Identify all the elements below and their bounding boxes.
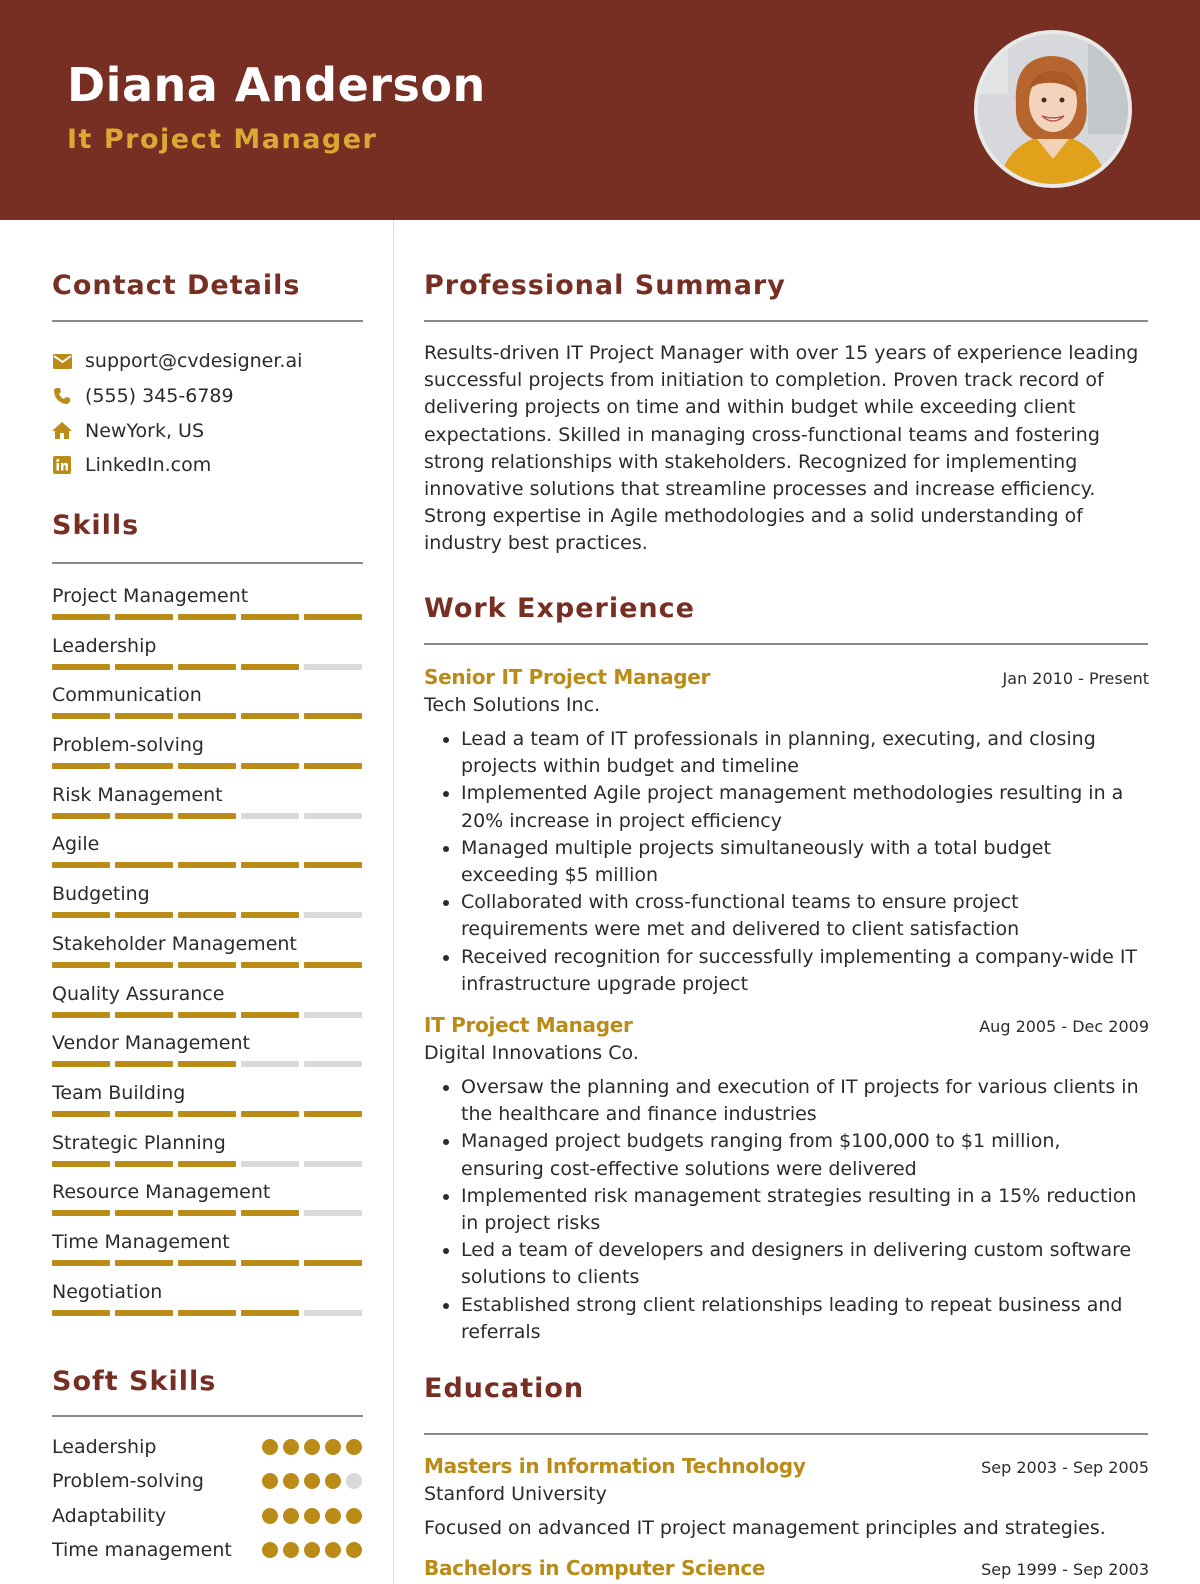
linkedin-icon (52, 455, 72, 475)
skill-level-segment (304, 763, 362, 769)
job-entry-2 (424, 1013, 1149, 1346)
skill-level-segment (178, 614, 236, 620)
skill-level-segment (115, 1161, 173, 1167)
skill-level-segment (304, 664, 362, 670)
skill-level-segment (241, 713, 299, 719)
soft-skills-heading: Soft Skills (52, 1366, 217, 1397)
skill-level-segment (178, 763, 236, 769)
soft-skill-item (52, 1503, 362, 1537)
contact-linkedin[interactable] (52, 448, 372, 483)
skill-level-segment (178, 713, 236, 719)
rating-dot (283, 1508, 299, 1524)
rating-dot (346, 1439, 362, 1455)
rating-dot (325, 1439, 341, 1455)
rating-dot (346, 1542, 362, 1558)
job-bullet: • Established strong client relationships leading to repeat business and referrals (461, 1292, 1149, 1346)
job-bullet: • Implemented Agile project management methodologies resulting in a 20% increase in project efficiency (461, 780, 1149, 834)
skill-level-bar (52, 763, 362, 769)
skills-list (52, 582, 362, 1327)
contact-linkedin-text: LinkedIn.com (85, 454, 212, 477)
skill-level-segment (115, 962, 173, 968)
job-title: IT Project Manager (424, 1013, 633, 1037)
job-company: Digital Innovations Co. (424, 1042, 639, 1064)
skill-level-segment (241, 962, 299, 968)
envelope-icon (52, 351, 72, 371)
rating-dot (283, 1542, 299, 1558)
skill-level-bar (52, 1210, 362, 1216)
rating-dot (346, 1508, 362, 1524)
skill-item (52, 830, 362, 880)
skill-level-bar (52, 1061, 362, 1067)
summary-heading-rule (424, 320, 1148, 322)
skill-level-segment (115, 1210, 173, 1216)
skill-level-segment (115, 664, 173, 670)
degree-title: Bachelors in Computer Science (424, 1556, 766, 1580)
skill-name: Communication (52, 684, 202, 707)
skill-level-segment (52, 1210, 110, 1216)
rating-dot (325, 1542, 341, 1558)
soft-skill-name: Adaptability (52, 1504, 167, 1527)
skill-level-segment (304, 1260, 362, 1266)
skill-level-segment (52, 862, 110, 868)
school-name: Stanford University (424, 1483, 607, 1505)
skill-name: Leadership (52, 634, 157, 657)
skill-level-segment (241, 1161, 299, 1167)
skill-item (52, 1278, 362, 1328)
experience-heading: Work Experience (424, 593, 695, 624)
rating-dot (262, 1508, 278, 1524)
skill-level-segment (178, 1111, 236, 1117)
skill-level-bar (52, 1111, 362, 1117)
candidate-title: It Project Manager (67, 124, 378, 155)
column-divider (393, 220, 394, 1584)
education-description: Focused on advanced IT project management principles and strategies. (424, 1517, 1106, 1539)
job-bullets (424, 726, 1149, 998)
job-title: Senior IT Project Manager (424, 665, 711, 689)
skill-item (52, 681, 362, 731)
skill-level-bar (52, 862, 362, 868)
skill-level-segment (304, 1210, 362, 1216)
skill-name: Risk Management (52, 783, 223, 806)
skill-level-segment (304, 862, 362, 868)
skill-level-segment (241, 1061, 299, 1067)
skill-level-segment (115, 912, 173, 918)
skill-item (52, 880, 362, 930)
skill-level-segment (178, 862, 236, 868)
profile-photo (974, 30, 1132, 188)
skill-level-segment (241, 813, 299, 819)
job-bullet: • Oversaw the planning and execution of IT projects for various clients in the healthcare and finance industries (461, 1074, 1149, 1128)
rating-dot (262, 1542, 278, 1558)
skill-level-segment (241, 1111, 299, 1117)
skill-level-segment (304, 813, 362, 819)
skill-level-segment (304, 1111, 362, 1117)
skill-name: Negotiation (52, 1280, 163, 1303)
skill-level-segment (52, 1012, 110, 1018)
job-entry-1 (424, 665, 1149, 998)
job-bullet: • Managed project budgets ranging from $100,000 to $1 million, ensuring cost-effective solutions were delivered (461, 1128, 1149, 1182)
skill-level-segment (178, 912, 236, 918)
skill-name: Team Building (52, 1081, 186, 1104)
rating-dot (304, 1439, 320, 1455)
skill-name: Strategic Planning (52, 1131, 226, 1154)
skill-item (52, 930, 362, 980)
skill-level-segment (115, 1012, 173, 1018)
contact-location (52, 413, 372, 448)
skill-item (52, 1029, 362, 1079)
rating-dot (262, 1473, 278, 1489)
skill-level-segment (178, 1161, 236, 1167)
summary-heading: Professional Summary (424, 270, 786, 301)
soft-skill-name: Time management (52, 1538, 232, 1561)
skill-level-segment (304, 713, 362, 719)
education-entry-1 (424, 1454, 1149, 1542)
soft-skill-item (52, 1434, 362, 1468)
skill-level-bar (52, 1012, 362, 1018)
skill-level-segment (52, 713, 110, 719)
skill-level-segment (52, 813, 110, 819)
home-icon (52, 421, 72, 441)
skill-level-segment (52, 1260, 110, 1266)
soft-skill-rating (262, 1542, 362, 1558)
skill-level-segment (115, 1111, 173, 1117)
skill-level-bar (52, 813, 362, 819)
soft-skill-rating (262, 1473, 362, 1489)
job-dates: Jan 2010 - Present (1002, 669, 1149, 688)
skills-heading: Skills (52, 510, 140, 541)
soft-skill-name: Problem-solving (52, 1470, 204, 1493)
contact-heading: Contact Details (52, 270, 301, 301)
skill-level-segment (115, 713, 173, 719)
skills-heading-rule (52, 562, 363, 564)
skill-item (52, 1228, 362, 1278)
soft-skill-item (52, 1468, 362, 1502)
skill-level-segment (115, 1061, 173, 1067)
skill-level-segment (52, 763, 110, 769)
skill-item (52, 632, 362, 682)
skill-level-segment (304, 1061, 362, 1067)
skill-level-segment (52, 614, 110, 620)
contact-phone-text: (555) 345-6789 (85, 385, 234, 408)
skill-level-segment (304, 614, 362, 620)
skill-level-segment (241, 1210, 299, 1216)
skill-name: Quality Assurance (52, 982, 225, 1005)
education-heading-rule (424, 1433, 1148, 1435)
rating-dot (325, 1473, 341, 1489)
skill-name: Time Management (52, 1230, 230, 1253)
skill-level-segment (241, 1012, 299, 1018)
contact-list (52, 344, 372, 483)
skill-level-bar (52, 1310, 362, 1316)
skill-name: Agile (52, 833, 100, 856)
skill-item (52, 980, 362, 1030)
skill-level-segment (115, 763, 173, 769)
soft-skill-rating (262, 1508, 362, 1524)
education-dates: Sep 2003 - Sep 2005 (981, 1458, 1149, 1477)
skill-level-segment (241, 763, 299, 769)
skill-level-bar (52, 664, 362, 670)
skill-level-bar (52, 912, 362, 918)
rating-dot (325, 1508, 341, 1524)
skill-level-segment (178, 1012, 236, 1018)
skill-level-segment (115, 862, 173, 868)
skill-level-segment (304, 912, 362, 918)
skill-level-segment (115, 813, 173, 819)
skill-level-segment (178, 1260, 236, 1266)
skill-level-segment (115, 1310, 173, 1316)
summary-text: Results-driven IT Project Manager with over 15 years of experience leading successful projects from initiation to completion. Proven track record of delivering projects on time and within budget while exceeding client expectations. Skilled in managing cross-functional teams and fostering strong relationships with stakeholders. Recognized for implementing innovative solutions that streamline processes and increase efficiency. Strong expertise in Agile methodologies and a solid understanding of industry best practices. (424, 342, 1139, 555)
soft-skill-name: Leadership (52, 1436, 157, 1458)
soft-skills-heading-rule (52, 1415, 363, 1417)
skill-level-segment (241, 1310, 299, 1316)
skill-level-segment (52, 664, 110, 670)
skill-level-segment (241, 912, 299, 918)
job-bullet: • Collaborated with cross-functional teams to ensure project requirements were met and delivered to client satisfaction (461, 889, 1149, 943)
skill-level-segment (178, 664, 236, 670)
skill-level-segment (115, 1260, 173, 1266)
rating-dot (304, 1508, 320, 1524)
contact-email[interactable] (52, 344, 372, 379)
skill-level-segment (241, 1260, 299, 1266)
education-heading: Education (424, 1373, 585, 1404)
skill-level-segment (52, 1310, 110, 1316)
skill-level-bar (52, 1161, 362, 1167)
rating-dot (283, 1473, 299, 1489)
soft-skills-list (52, 1434, 362, 1571)
contact-location-text: NewYork, US (85, 419, 205, 442)
skill-level-segment (52, 912, 110, 918)
skill-level-segment (241, 664, 299, 670)
skill-name: Vendor Management (52, 1032, 250, 1055)
education-entry-2 (424, 1556, 1149, 1583)
skill-level-segment (52, 1061, 110, 1067)
rating-dot (304, 1542, 320, 1558)
skill-level-segment (241, 862, 299, 868)
degree-title: Masters in Information Technology (424, 1454, 806, 1478)
skill-item (52, 1178, 362, 1228)
job-bullets (424, 1074, 1149, 1346)
skill-level-segment (304, 962, 362, 968)
education-dates: Sep 1999 - Sep 2003 (981, 1560, 1149, 1579)
skill-level-segment (178, 1210, 236, 1216)
skill-level-segment (52, 962, 110, 968)
skill-item (52, 1129, 362, 1179)
rating-dot (304, 1473, 320, 1489)
job-bullet: • Implemented risk management strategies resulting in a 15% reduction in project risks (461, 1183, 1149, 1237)
header-banner (0, 0, 1200, 220)
skill-level-segment (304, 1012, 362, 1018)
skill-item (52, 781, 362, 831)
skill-level-segment (178, 1310, 236, 1316)
skill-item (52, 582, 362, 632)
job-company: Tech Solutions Inc. (424, 694, 601, 716)
soft-skill-item (52, 1537, 362, 1571)
experience-heading-rule (424, 643, 1148, 645)
skill-level-segment (178, 1061, 236, 1067)
job-bullet: • Received recognition for successfully implementing a company-wide IT infrastructure upgrade project (461, 944, 1149, 998)
skill-level-segment (178, 962, 236, 968)
phone-icon (52, 386, 72, 406)
rating-dot (262, 1439, 278, 1455)
skill-level-bar (52, 614, 362, 620)
job-bullet: • Managed multiple projects simultaneously with a total budget exceeding $5 million (461, 835, 1149, 889)
rating-dot (283, 1439, 299, 1455)
skill-name: Budgeting (52, 883, 150, 906)
skill-level-segment (304, 1161, 362, 1167)
skill-name: Resource Management (52, 1181, 271, 1204)
skill-item (52, 1079, 362, 1129)
soft-skill-rating (262, 1439, 362, 1455)
skill-name: Problem-solving (52, 734, 204, 757)
contact-email-text: support@cvdesigner.ai (85, 350, 303, 373)
job-bullet: • Lead a team of IT professionals in planning, executing, and closing projects within budget and timeline (461, 726, 1149, 780)
skill-level-segment (52, 1161, 110, 1167)
contact-phone[interactable] (52, 379, 372, 414)
rating-dot (346, 1473, 362, 1489)
skill-level-segment (304, 1310, 362, 1316)
job-dates: Aug 2005 - Dec 2009 (979, 1017, 1149, 1036)
skill-level-segment (178, 813, 236, 819)
skill-item (52, 731, 362, 781)
skill-name: Project Management (52, 585, 249, 607)
skill-level-bar (52, 962, 362, 968)
skill-name: Stakeholder Management (52, 932, 297, 955)
candidate-name: Diana Anderson (67, 58, 486, 112)
contact-heading-rule (52, 320, 363, 322)
job-bullet: • Led a team of developers and designers in delivering custom software solutions to clients (461, 1237, 1149, 1291)
skill-level-segment (115, 614, 173, 620)
skill-level-bar (52, 713, 362, 719)
skill-level-bar (52, 1260, 362, 1266)
profile-photo-illustration (978, 34, 1128, 184)
skill-level-segment (241, 614, 299, 620)
skill-level-segment (52, 1111, 110, 1117)
